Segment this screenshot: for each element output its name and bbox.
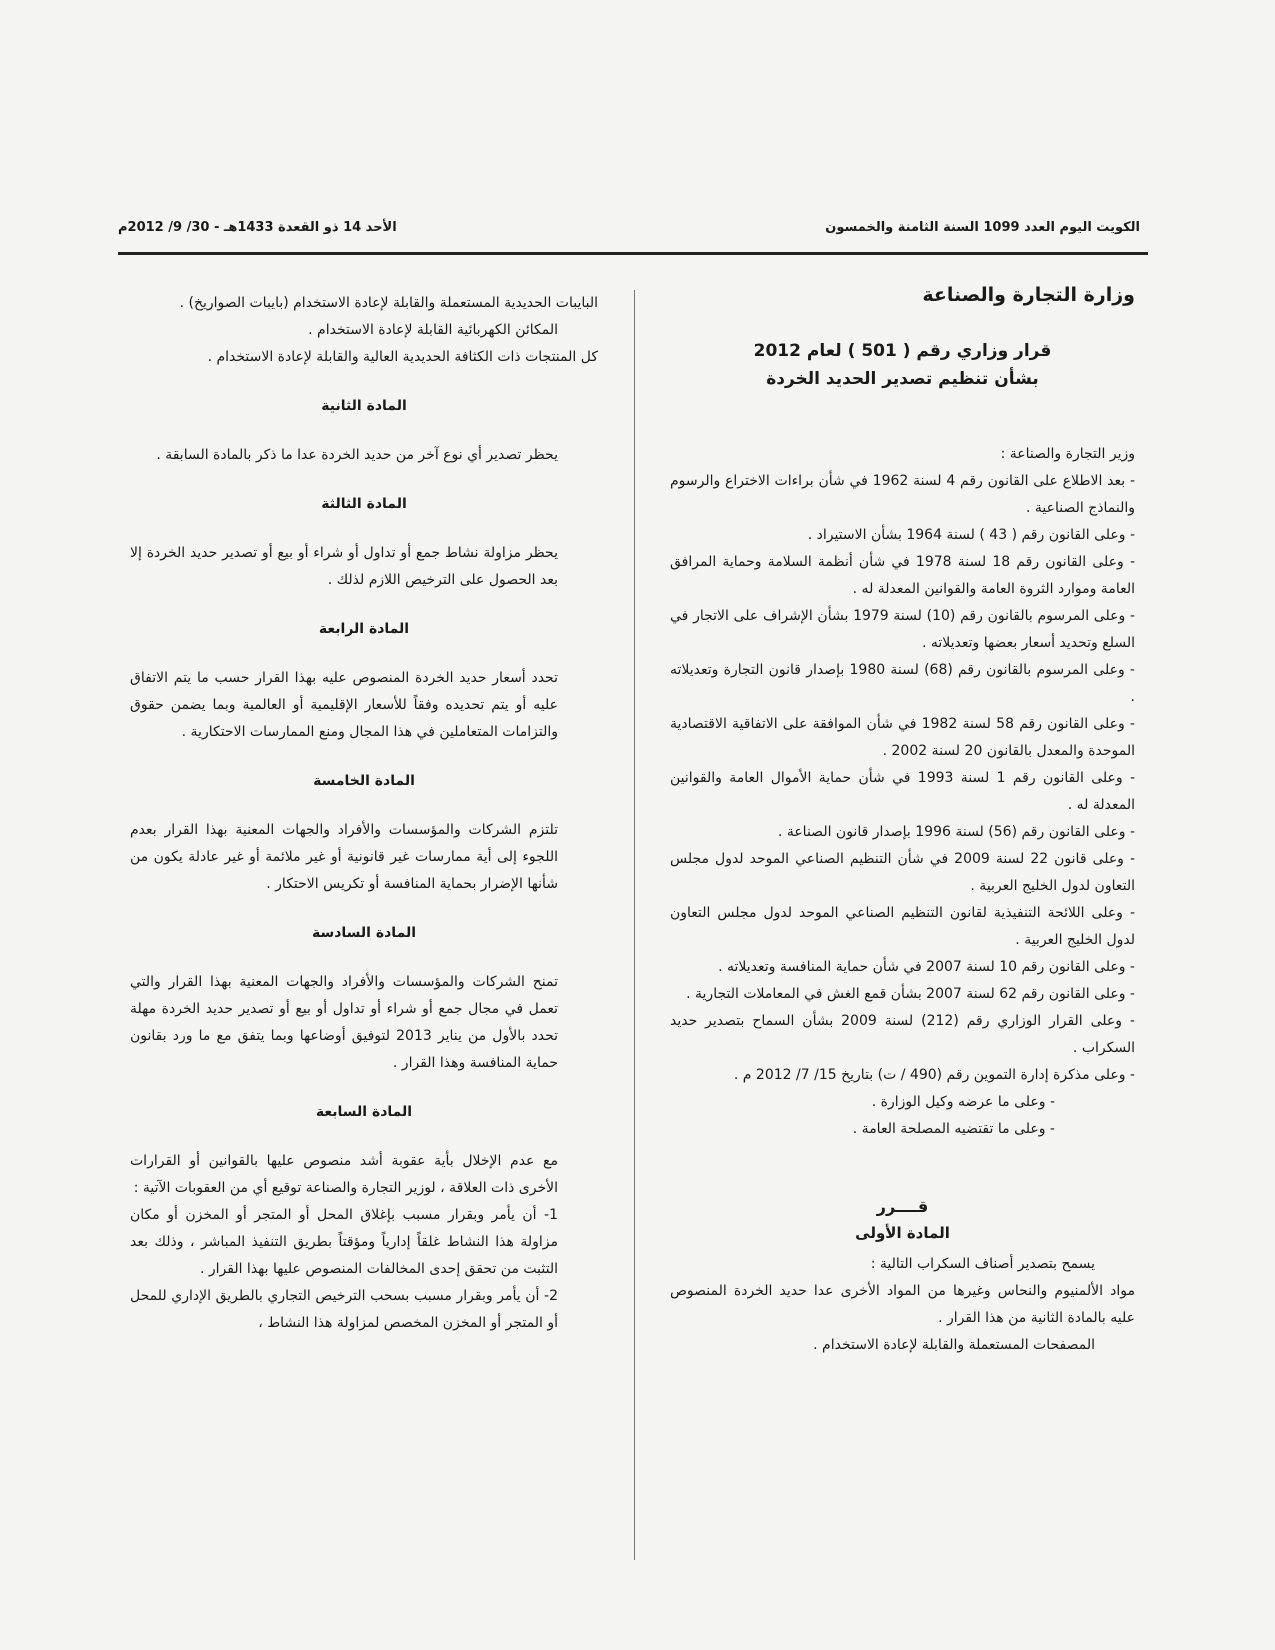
article-3-heading: المادة الثالثة [321, 496, 407, 512]
penalty-item: 1- أن يأمر وبقرار مسبب بإغلاق المحل أو المتجر أو المخزن أو مكان مزاولة هذا النشاط غلقاً إدارياً ومؤقتاً بطريق التنفيذ المباشر ، وذلك بعد التثبت من تحقق إحدى المخالفات المنصوص عليها بهذا القرار . [130, 1207, 558, 1277]
recital: - وعلى قانون 22 لسنة 2009 في شأن التنظيم الصناعي الموحد لدول مجلس التعاون لدول الخليج العربية . [670, 851, 1135, 894]
article-5-heading: المادة الخامسة [313, 773, 415, 789]
left-column [130, 290, 598, 1337]
article-1-line: المصفحات المستعملة والقابلة لإعادة الاستخدام . [813, 1337, 1095, 1353]
recital: - وعلى القانون رقم (56) لسنة 1996 بإصدار قانون الصناعة . [777, 824, 1135, 840]
recital: - بعد الاطلاع على القانون رقم 4 لسنة 1962 في شأن براءات الاختراع والرسوم والنماذج الصناعية . [670, 473, 1135, 516]
recital: - وعلى القانون رقم ( 43 ) لسنة 1964 بشأن الاستيراد . [807, 527, 1135, 543]
decree-subtitle: بشأن تنظيم تصدير الحديد الخردة [766, 369, 1039, 389]
article-1-line: يسمح بتصدير أصناف السكراب التالية : [870, 1256, 1095, 1272]
article-4-heading: المادة الرابعة [318, 621, 410, 637]
recital: - وعلى القرار الوزاري رقم (212) لسنة 2009 بشأن السماح بتصدير حديد السكراب . [670, 1013, 1135, 1056]
recital: - وعلى القانون رقم 1 لسنة 1993 في شأن حماية الأموال العامة والقوانين المعدلة له . [670, 770, 1135, 813]
scrap-item: كل المنتجات ذات الكثافة الحديدية العالية والقابلة لإعادة الاستخدام . [207, 349, 598, 365]
recital: - وعلى مذكرة إدارة التموين رقم (490 / ت) بتاريخ 15/ 7/ 2012 م . [733, 1067, 1135, 1083]
recital: - وعلى القانون رقم 62 لسنة 2007 بشأن قمع الغش في المعاملات التجارية . [686, 986, 1135, 1002]
header-rule [118, 252, 1148, 255]
scrap-item: المكائن الكهربائية القابلة لإعادة الاستخدام . [308, 322, 558, 338]
column-divider [634, 290, 635, 1560]
recital: - وعلى ما تقتضيه المصلحة العامة . [852, 1121, 1055, 1137]
article-2-heading: المادة الثانية [321, 398, 407, 414]
article-1-heading: المادة الأولى [855, 1224, 950, 1242]
article-2-text: يحظر تصدير أي نوع آخر من حديد الخردة عدا ما ذكر بالمادة السابقة . [156, 447, 558, 463]
recital: - وعلى المرسوم بالقانون رقم (10) لسنة 1979 بشأن الإشراف على الاتجار في السلع وتحديد أسعار بعضها وتعديلاته . [670, 608, 1135, 651]
article-7-text: مع عدم الإخلال بأية عقوبة أشد منصوص عليها بالقوانين أو القرارات الأخرى ذات العلاقة ، لوزير التجارة والصناعة توقيع أي من العقوبات الآتية : [130, 1153, 558, 1196]
right-column [670, 282, 1135, 1359]
recital: - وعلى القانون رقم 58 لسنة 1982 في شأن الموافقة على الاتفاقية الاقتصادية الموحدة والمعدل بالقانون 20 لسنة 2002 . [670, 716, 1135, 759]
gazette-date-header: الأحد 14 ذو القعدة 1433هـ - 30/ 9/ 2012م [118, 220, 397, 235]
article-4-text: تحدد أسعار حديد الخردة المنصوص عليه بهذا القرار حسب ما يتم الاتفاق عليه أو يتم تحديده وفقاً للأسعار الإقليمية أو العالمية وبما يضمن حقوق والتزامات المتعاملين في هذا المجال ومنع الممارسات الاحتكارية . [130, 670, 558, 740]
article-6-text: تمنح الشركات والمؤسسات والأفراد والجهات المعنية بهذا القرار والتي تعمل في مجال جمع أو شراء أو تداول أو بيع أو تصدير حديد الخردة مهلة تحدد بالأول من يناير 2013 لتوفيق أوضاعها وبما يتفق مع ما ورد بقانون حماية المنافسة وهذا القرار . [130, 974, 558, 1071]
minister-intro: وزير التجارة والصناعة : [1000, 446, 1135, 462]
decree-title: قرار وزاري رقم ( 501 ) لعام 2012 [753, 341, 1052, 361]
article-5-text: تلتزم الشركات والمؤسسات والأفراد والجهات المعنية بهذا القرار بعدم اللجوء إلى أية ممارسات غير قانونية أو غير ملائمة أو غير عادلة يكون من شأنها الإضرار بحماية المنافسة أو تكريس الاحتكار . [130, 822, 558, 892]
scrap-item: البايبات الحديدية المستعملة والقابلة لإعادة الاستخدام (بايبات الصواريخ) . [179, 295, 598, 311]
recital: - وعلى ما عرضه وكيل الوزارة . [871, 1094, 1055, 1110]
recital: - وعلى اللائحة التنفيذية لقانون التنظيم الصناعي الموحد لدول مجلس التعاون لدول الخليج العربية . [670, 905, 1135, 948]
article-3-text: يحظر مزاولة نشاط جمع أو تداول أو شراء أو بيع أو تصدير حديد الخردة إلا بعد الحصول على الترخيص اللازم لذلك . [130, 545, 558, 588]
ministry-name: وزارة التجارة والصناعة [922, 284, 1135, 306]
decision-heading: قــــرر [876, 1197, 929, 1216]
gazette-issue-header: الكويت اليوم العدد 1099 السنة الثامنة والخمسون [825, 220, 1140, 235]
article-1-line: مواد الألمنيوم والنحاس وغيرها من المواد الأخرى عدا حديد الخردة المنصوص عليه بالمادة الثانية من هذا القرار . [670, 1283, 1135, 1326]
penalty-item: 2- أن يأمر وبقرار مسبب بسحب الترخيص التجاري بالطريق الإداري للمحل أو المتجر أو المخزن المخصص لمزاولة هذا النشاط ، [130, 1288, 558, 1331]
article-6-heading: المادة السادسة [311, 925, 417, 941]
recital: - وعلى المرسوم بالقانون رقم (68) لسنة 1980 بإصدار قانون التجارة وتعديلاته . [670, 662, 1135, 705]
recital: - وعلى القانون رقم 10 لسنة 2007 في شأن حماية المنافسة وتعديلاته . [718, 959, 1135, 975]
article-7-heading: المادة السابعة [315, 1104, 413, 1120]
recital: - وعلى القانون رقم 18 لسنة 1978 في شأن أنظمة السلامة وحماية المرافق العامة وموارد الثروة العامة والقوانين المعدلة له . [670, 554, 1135, 597]
